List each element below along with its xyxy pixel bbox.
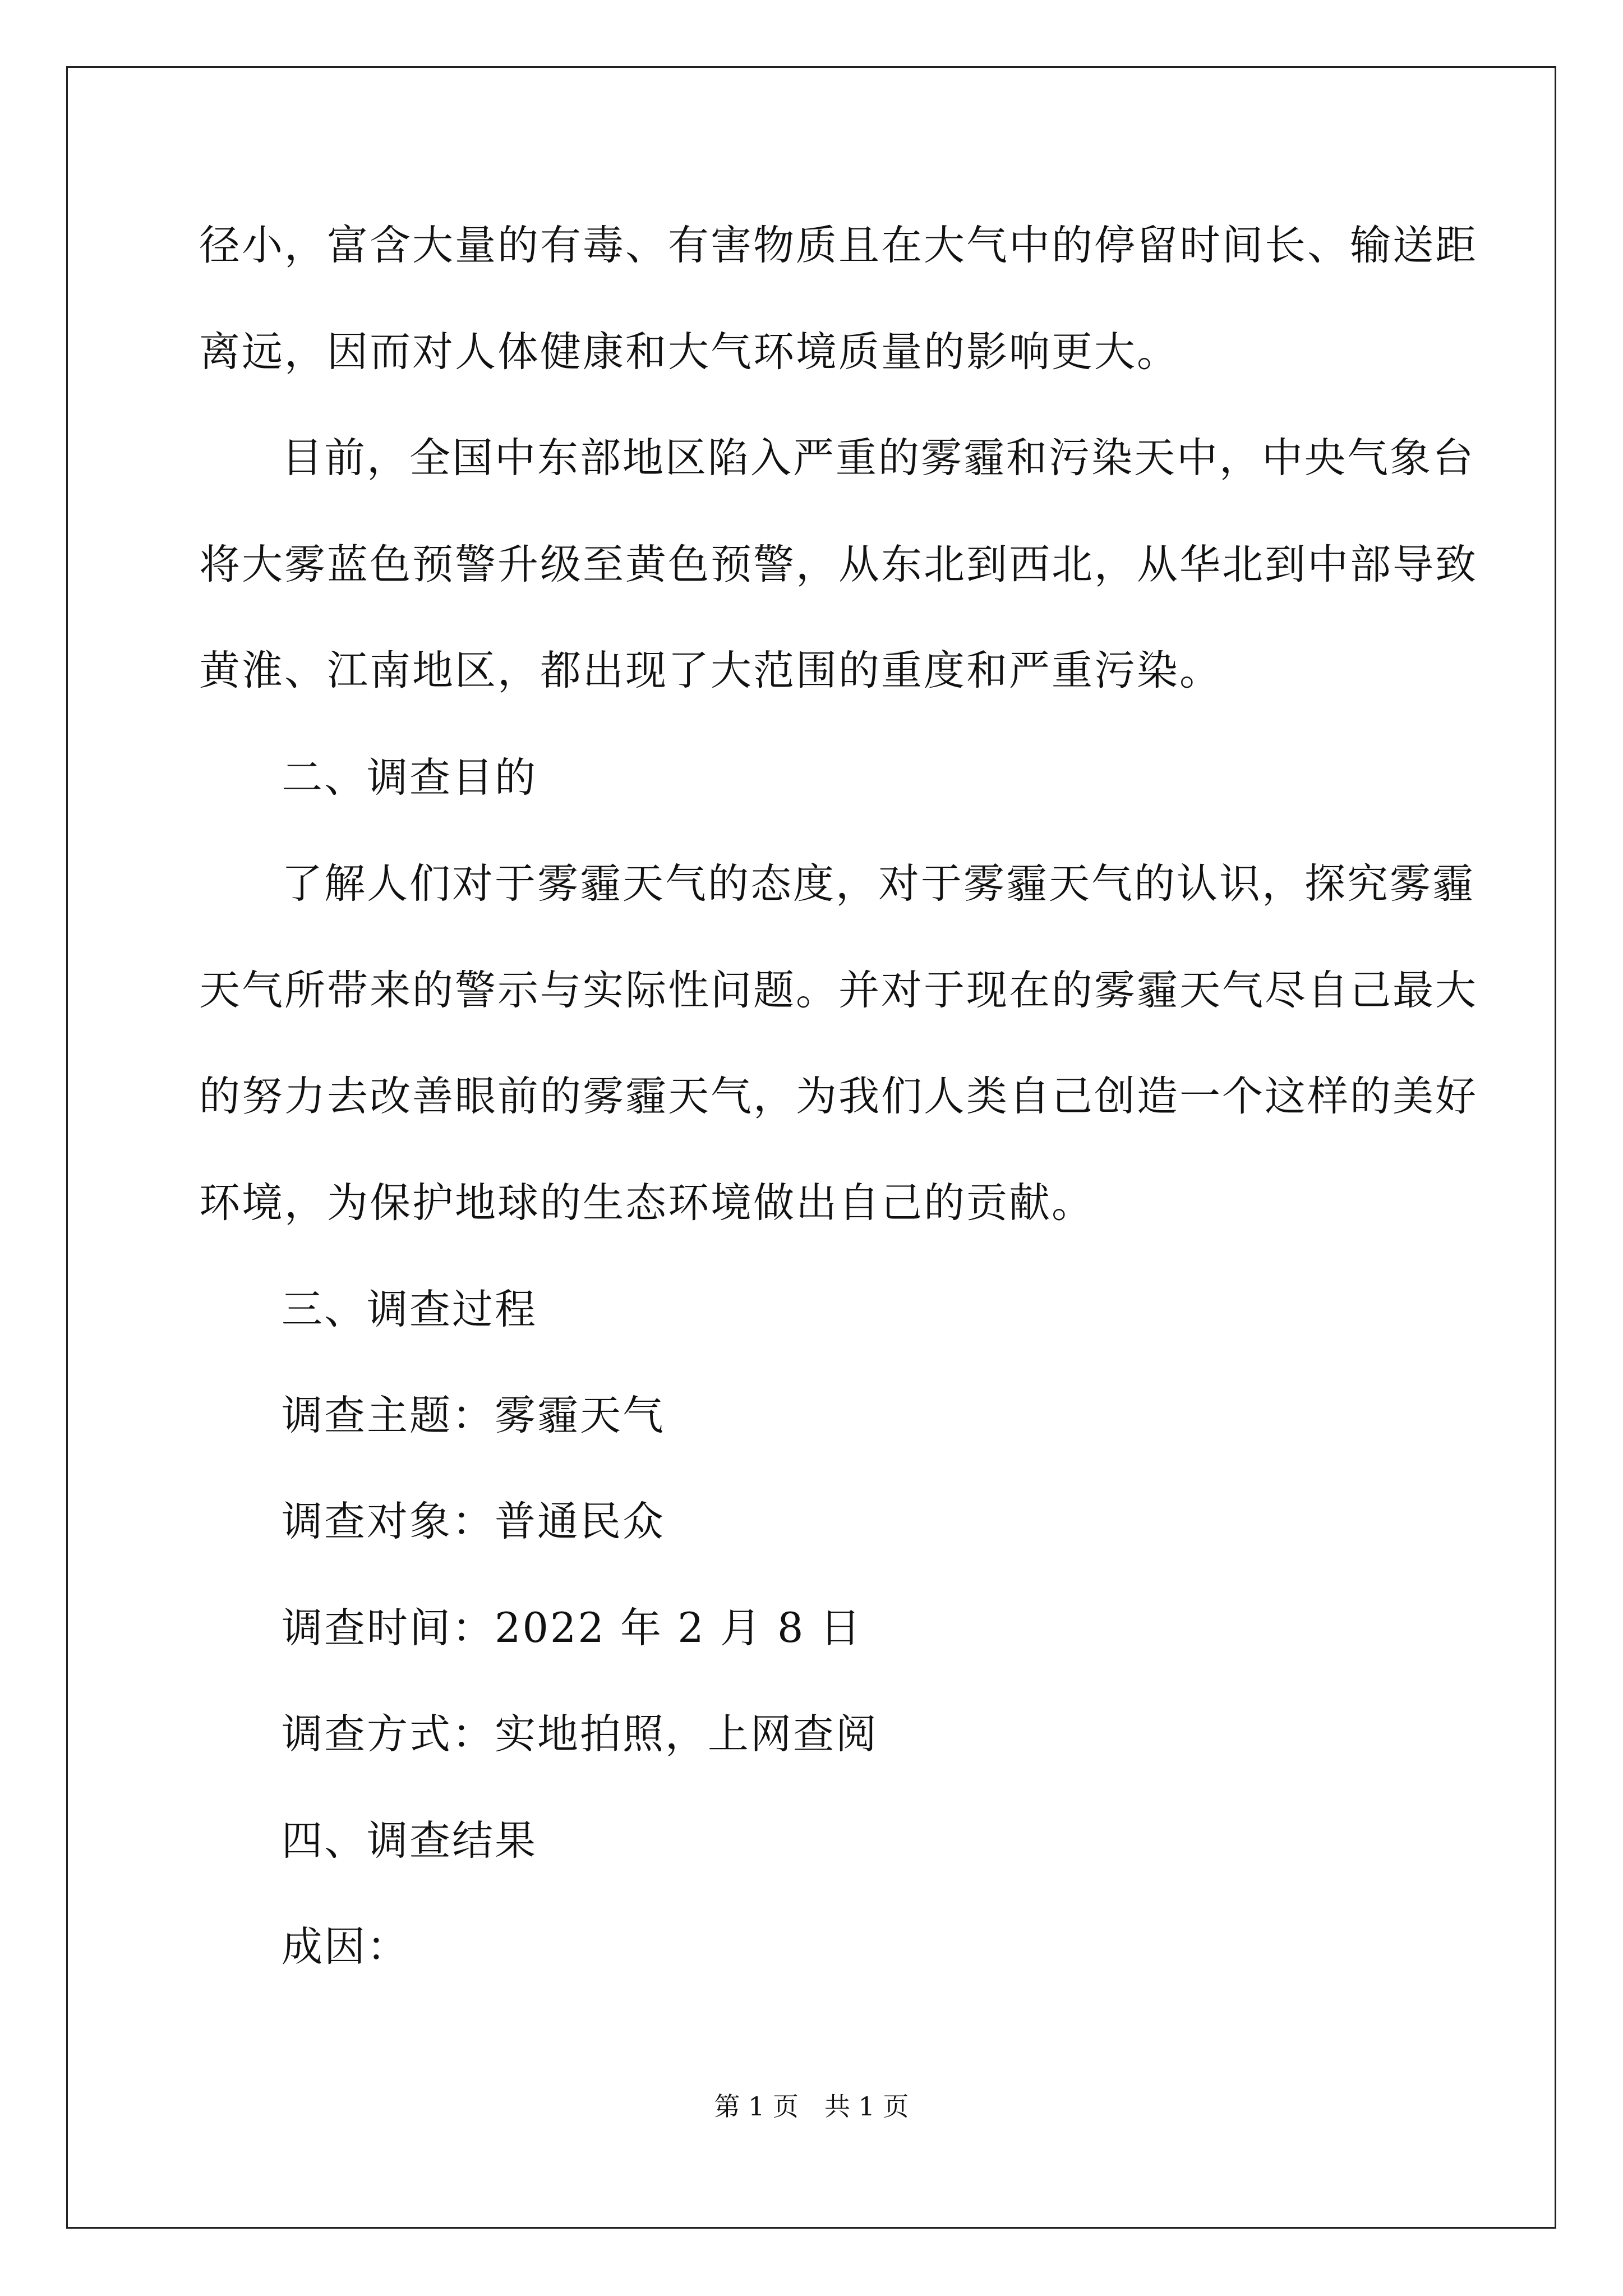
paragraph-line: 环境，为保护地球的生态环境做出自己的贡献。 [199,1179,1094,1227]
paragraph-line: 目前，全国中东部地区陷入严重的雾霾和污染天中，中央气象台 [282,434,1475,482]
paragraph-line: 将大雾蓝色预警升级至黄色预警，从东北到西北，从华北到中部导致 [199,541,1478,588]
page-footer [0,2090,1623,2123]
page-number-total: 共 1 页 [824,2091,909,2122]
survey-topic: 调查主题：雾霾天气 [282,1392,665,1439]
paragraph-line: 离远，因而对人体健康和大气环境质量的影响更大。 [199,328,1179,376]
section-heading: 三、调查过程 [282,1286,537,1333]
paragraph-line: 径小，富含大量的有毒、有害物质且在大气中的停留时间长、输送距 [199,222,1478,269]
causes-label: 成因： [282,1923,409,1971]
page-number-current: 第 1 页 [714,2091,799,2122]
section-heading: 二、调查目的 [282,754,537,802]
survey-method: 调查方式：实地拍照，上网查阅 [282,1710,878,1758]
page-border [66,66,1556,2229]
paragraph-line: 黄淮、江南地区，都出现了大范围的重度和严重污染。 [199,647,1222,694]
section-heading: 四、调查结果 [282,1817,537,1865]
survey-date: 调查时间：2022 年 2 月 8 日 [282,1604,863,1652]
paragraph-line: 了解人们对于雾霾天气的态度，对于雾霾天气的认识，探究雾霾 [282,860,1475,908]
survey-subject: 调查对象：普通民众 [282,1498,665,1545]
paragraph-line: 天气所带来的警示与实际性问题。并对于现在的雾霾天气尽自己最大 [199,967,1478,1014]
paragraph-line: 的努力去改善眼前的雾霾天气，为我们人类自己创造一个这样的美好 [199,1073,1478,1120]
